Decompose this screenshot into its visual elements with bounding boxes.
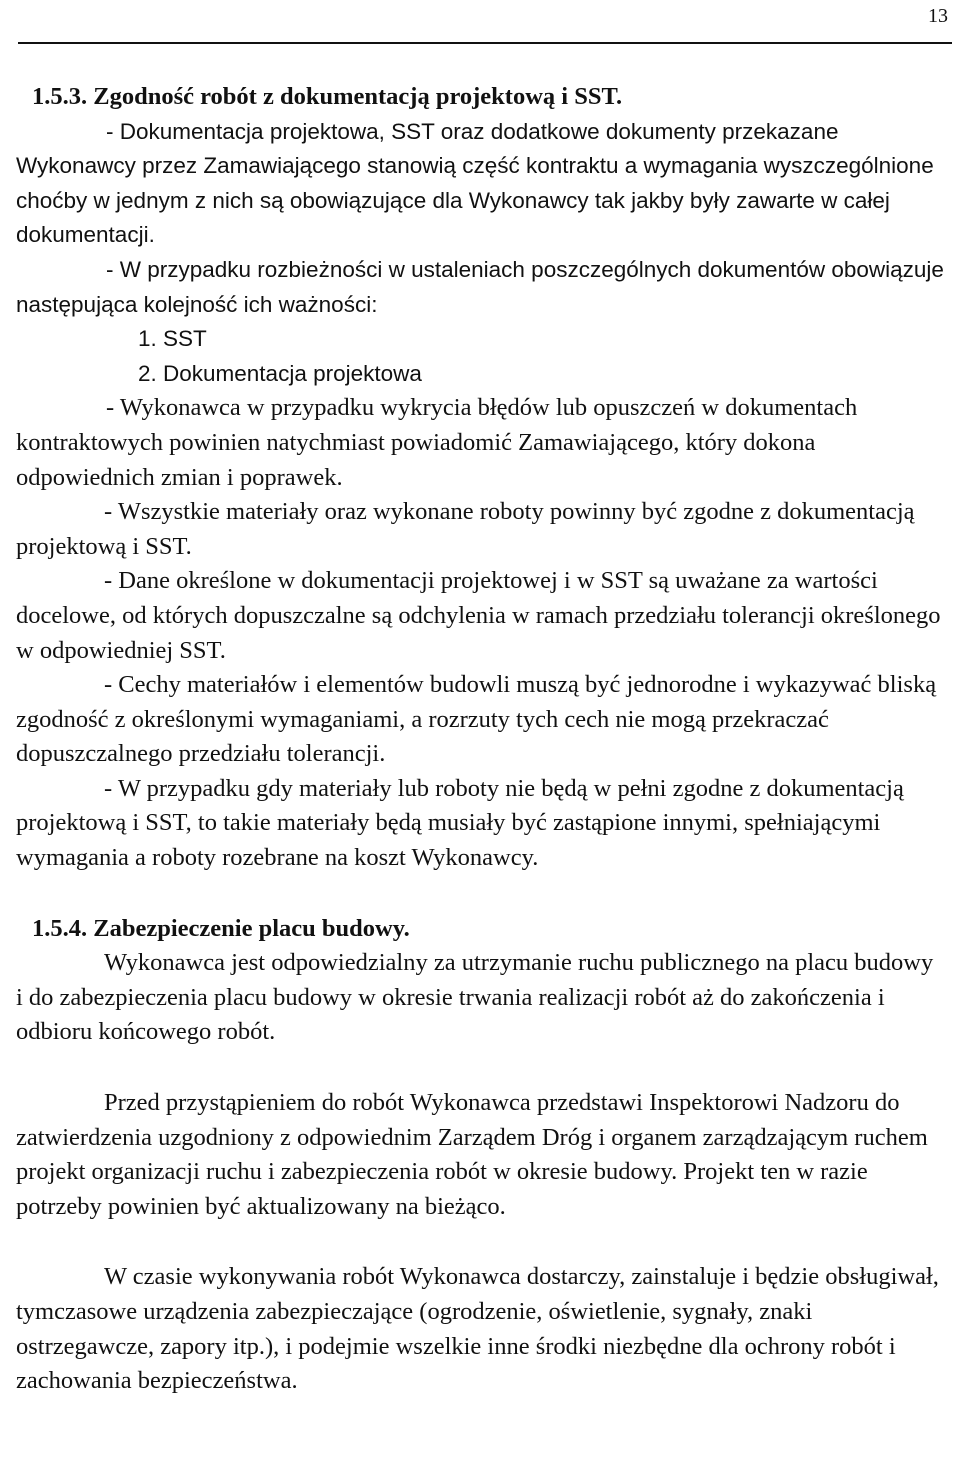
- paragraph: - W przypadku rozbieżności w ustaleniach poszczególnych dokumentów obowiązuje następująca kolejność ich ważności:: [16, 256, 944, 317]
- section-heading: 1.5.4. Zabezpieczenie placu budowy.: [32, 914, 410, 942]
- paragraph: - Wykonawca w przypadku wykrycia błędów lub opuszczeń w dokumentach kontraktowych powinien natychmiast powiadomić Zamawiającego, który dokona odpowiednich zmian i poprawek.: [16, 394, 858, 491]
- paragraph: - W przypadku gdy materiały lub roboty nie będą w pełni zgodne z dokumentacją projektową i SST, to takie materiały będą musiały być zastąpione innymi, spełniającymi wymagania a roboty rozebrane na koszt Wykonawcy.: [16, 774, 904, 872]
- page-number: 13: [928, 5, 948, 27]
- paragraph: - Dane określone w dokumentacji projektowej i w SST są uważane za wartości docelowe, od których dopuszczalne są odchylenia w ramach przedziału tolerancji określonego w odpowiedniej SST.: [16, 567, 941, 664]
- spacer: [16, 1050, 946, 1086]
- paragraph: - Cechy materiałów i elementów budowli muszą być jednorodne i wykazywać bliską zgodność z określonymi wymaganiami, a rozrzuty tych cech nie mogą przekraczać dopuszczalnego przedziału tolerancji.: [16, 671, 937, 768]
- paragraph: Przed przystąpieniem do robót Wykonawca przedstawi Inspektorowi Nadzoru do zatwierdzenia uzgodniony z odpowiednim Zarządem Dróg i organem zarządzającym ruchem projekt organizacji ruchu i zabezpieczenia robót w okresie budowy. Projekt ten w razie potrzeby powinien być aktualizowany na bieżąco.: [16, 1089, 928, 1220]
- priority-list-item: 1. SST: [138, 326, 207, 352]
- spacer: [16, 1224, 946, 1260]
- paragraph: - Wszystkie materiały oraz wykonane roboty powinny być zgodne z dokumentacją projektową i SST.: [16, 498, 915, 560]
- document-body: [16, 80, 946, 1399]
- header-rule: [18, 42, 952, 44]
- section-1-5-3: [16, 80, 946, 876]
- paragraph: W czasie wykonywania robót Wykonawca dostarczy, zainstaluje i będzie obsługiwał, tymczasowe urządzenia zabezpieczające (ogrodzenie, oświetlenie, sygnały, znaki ostrzegawcze, zapory itp.), i podejmie wszelkie inne środki niezbędne dla ochrony robót i zachowania bezpieczeństwa.: [16, 1263, 939, 1395]
- priority-list-item: 2. Dokumentacja projektowa: [138, 360, 422, 386]
- paragraph: - Dokumentacja projektowa, SST oraz dodatkowe dokumenty przekazane Wykonawcy przez Zamawiającego stanowią część kontraktu a wymagania wyszczególnione choćby w jednym z nich są obowiązujące dla Wykonawcy tak jakby były zawarte w całej dokumentacji.: [16, 118, 934, 248]
- section-1-5-4: [16, 912, 946, 1399]
- spacer: [16, 876, 946, 912]
- paragraph: Wykonawca jest odpowiedzialny za utrzymanie ruchu publicznego na placu budowy i do zabezpieczenia placu budowy w okresie trwania realizacji robót aż do zakończenia i odbioru końcowego robót.: [16, 949, 934, 1046]
- section-heading: 1.5.3. Zgodność robót z dokumentacją projektową i SST.: [32, 83, 623, 110]
